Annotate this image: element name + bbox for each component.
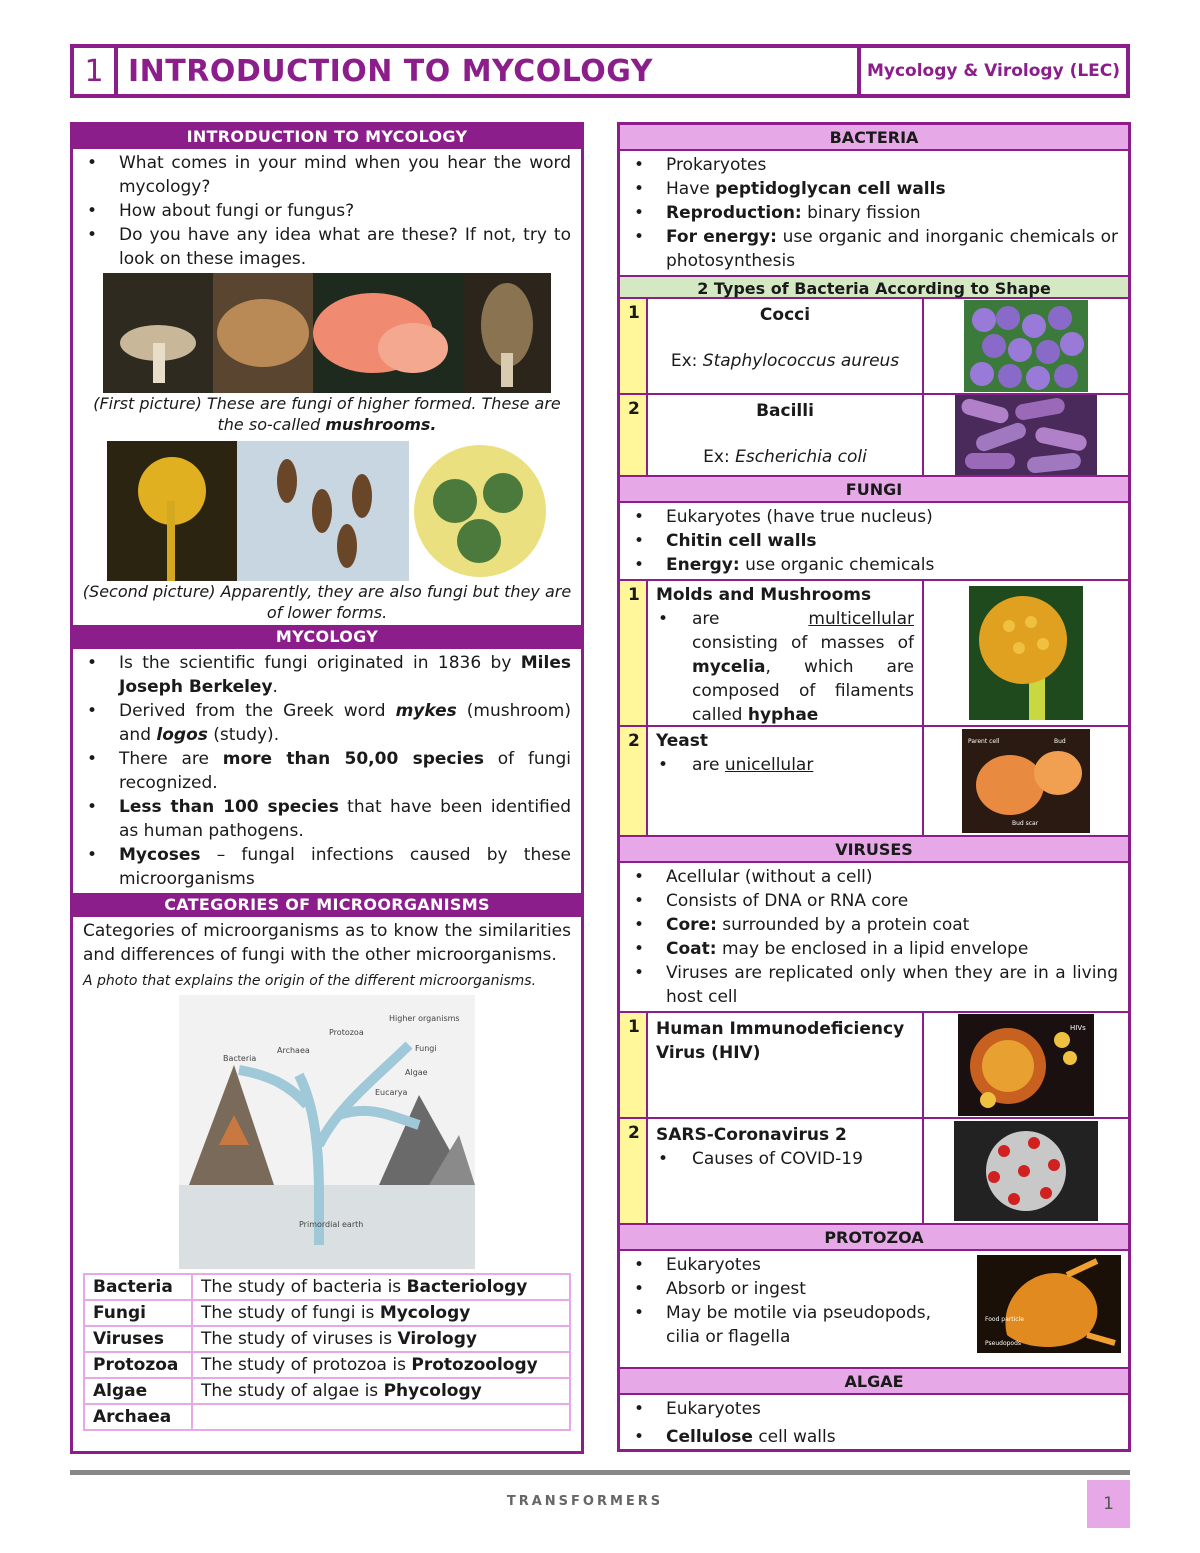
table-row: Bacteria The study of bacteria is Bacteriology (84, 1274, 570, 1300)
list-item: • Chitin cell walls (630, 529, 1118, 553)
mycology-section-title: MYCOLOGY (73, 625, 581, 649)
tree-of-life-diagram (179, 995, 475, 1269)
protozoa-image (977, 1255, 1121, 1353)
list-item: • Eukaryotes (630, 1397, 1118, 1421)
molds-row: 1 Molds and Mushrooms • are multicellular consisting of masses of mycelia, which are composed of filaments called hyphae (620, 581, 1128, 727)
page-number: 1 (1087, 1480, 1130, 1528)
mushrooms-image (103, 273, 551, 393)
bacilli-row: 2 Bacilli Ex: Escherichia coli (620, 395, 1128, 477)
table-row: Fungi The study of fungi is Mycology (84, 1300, 570, 1326)
first-picture-caption: (First picture) These are fungi of higher formed. These are the so-called mushrooms. (93, 394, 561, 434)
viruses-section-title: VIRUSES (620, 837, 1128, 863)
table-row: Protozoa The study of protozoa is Protozoology (84, 1352, 570, 1378)
diagram-label: Bacteria (223, 1054, 257, 1063)
list-item: • Energy: use organic chemicals (630, 553, 1118, 577)
categories-section-title: CATEGORIES OF MICROORGANISMS (73, 893, 581, 917)
fungi-bullets (620, 503, 1128, 581)
diagram-label: Higher organisms (389, 1014, 460, 1023)
coronavirus-image (954, 1121, 1098, 1221)
mushroom-photos (103, 273, 551, 393)
list-item: • Prokaryotes (630, 153, 1118, 177)
footer-label: TRANSFORMERS (506, 1494, 664, 1509)
list-item: • Less than 100 species that have been identified as human pathogens. (83, 795, 571, 843)
table-row: Archaea (84, 1404, 570, 1430)
list-item: • Is the scientific fungi originated in 1836 by Miles Joseph Berkeley. (83, 651, 571, 699)
second-picture-caption: (Second picture) Apparently, they are also fungi but they are of lower forms. (82, 582, 572, 622)
right-column (617, 122, 1131, 1452)
origin-diagram (179, 995, 475, 1269)
lower-fungi-image (107, 441, 551, 581)
list-item: • How about fungi or fungus? (83, 199, 571, 223)
list-item: • What comes in your mind when you hear the word mycology? (83, 151, 571, 199)
bacteria-bullets (620, 151, 1128, 275)
protozoa-bullets (620, 1251, 970, 1367)
list-item: • Reproduction: binary fission (630, 201, 1118, 225)
yeast-image (962, 729, 1090, 833)
list-item: • Acellular (without a cell) (630, 865, 1118, 889)
footer-divider (70, 1470, 1130, 1475)
list-item: • For energy: use organic and inorganic chemicals or photosynthesis (630, 225, 1118, 273)
cocci-image (964, 300, 1088, 392)
diagram-label: Algae (405, 1068, 428, 1077)
yeast-row: 2 Yeast • are unicellular Parent cell Bud Bud scar (620, 727, 1128, 837)
intro-bullets (73, 149, 581, 273)
table-row: Viruses The study of viruses is Virology (84, 1326, 570, 1352)
protozoa-block (620, 1251, 1128, 1369)
left-column (70, 122, 584, 1454)
list-item: • Core: surrounded by a protein coat (630, 913, 1118, 937)
bacteria-types-title: 2 Types of Bacteria According to Shape (620, 275, 1128, 299)
bacteria-section-title: BACTERIA (620, 125, 1128, 151)
page-header (70, 44, 1130, 98)
list-item: • Absorb or ingest (630, 1277, 960, 1301)
table-row: Algae The study of algae is Phycology (84, 1378, 570, 1404)
protozoa-section-title: PROTOZOA (620, 1225, 1128, 1251)
lower-fungi-photos (107, 441, 551, 581)
diagram-label: Archaea (277, 1046, 310, 1055)
viruses-bullets (620, 863, 1128, 1013)
list-item: • Eukaryotes (630, 1253, 960, 1277)
list-item: • Derived from the Greek word mykes (mushroom) and logos (study). (83, 699, 571, 747)
hiv-image (958, 1014, 1094, 1116)
algae-bullets (620, 1395, 1128, 1451)
mold-image (969, 586, 1083, 720)
diagram-label: Fungi (415, 1044, 437, 1053)
yeast-label: Parent cell (968, 738, 1000, 745)
chapter-number: 1 (74, 48, 118, 94)
list-item: • Coat: may be enclosed in a lipid envelope (630, 937, 1118, 961)
study-table (83, 1273, 571, 1431)
protozoa-label: Pseudopods (985, 1340, 1022, 1347)
sars-row: 2 SARS-Coronavirus 2 • Causes of COVID-19 (620, 1119, 1128, 1225)
yeast-label: Bud scar (1012, 820, 1039, 827)
hiv-row: 1 Human Immunodeficiency Virus (HIV) HIVs (620, 1013, 1128, 1119)
list-item: • Eukaryotes (have true nucleus) (630, 505, 1118, 529)
protozoa-label: Food particle (985, 1316, 1024, 1323)
yeast-label: Bud (1054, 738, 1066, 745)
photo-caption: A photo that explains the origin of the different microorganisms. (83, 973, 537, 989)
list-item: • Have peptidoglycan cell walls (630, 177, 1118, 201)
cocci-row: 1 Cocci Ex: Staphylococcus aureus (620, 299, 1128, 395)
list-item: • Cellulose cell walls (630, 1425, 1118, 1449)
list-item: • Viruses are replicated only when they are in a living host cell (630, 961, 1118, 1009)
diagram-label: Eucarya (375, 1088, 408, 1097)
list-item: • Consists of DNA or RNA core (630, 889, 1118, 913)
bacilli-image (955, 395, 1097, 475)
categories-text: Categories of microorganisms as to know the similarities and differences of fungi with the other microorganisms. (83, 921, 571, 965)
diagram-label: Protozoa (329, 1028, 364, 1037)
subject-label: Mycology & Virology (LEC) (866, 61, 1121, 81)
mycology-bullets (73, 649, 581, 893)
page-title: INTRODUCTION TO MYCOLOGY (118, 48, 861, 94)
list-item: • May be motile via pseudopods, cilia or flagella (630, 1301, 960, 1349)
list-item: • Mycoses – fungal infections caused by these microorganisms (83, 843, 571, 891)
list-item: • There are more than 50,00 species of fungi recognized. (83, 747, 571, 795)
algae-section-title: ALGAE (620, 1369, 1128, 1395)
hiv-label: HIVs (1070, 1024, 1086, 1032)
fungi-section-title: FUNGI (620, 477, 1128, 503)
list-item: • Do you have any idea what are these? If not, try to look on these images. (83, 223, 571, 271)
intro-section-title: INTRODUCTION TO MYCOLOGY (73, 125, 581, 149)
diagram-label: Primordial earth (299, 1220, 364, 1229)
